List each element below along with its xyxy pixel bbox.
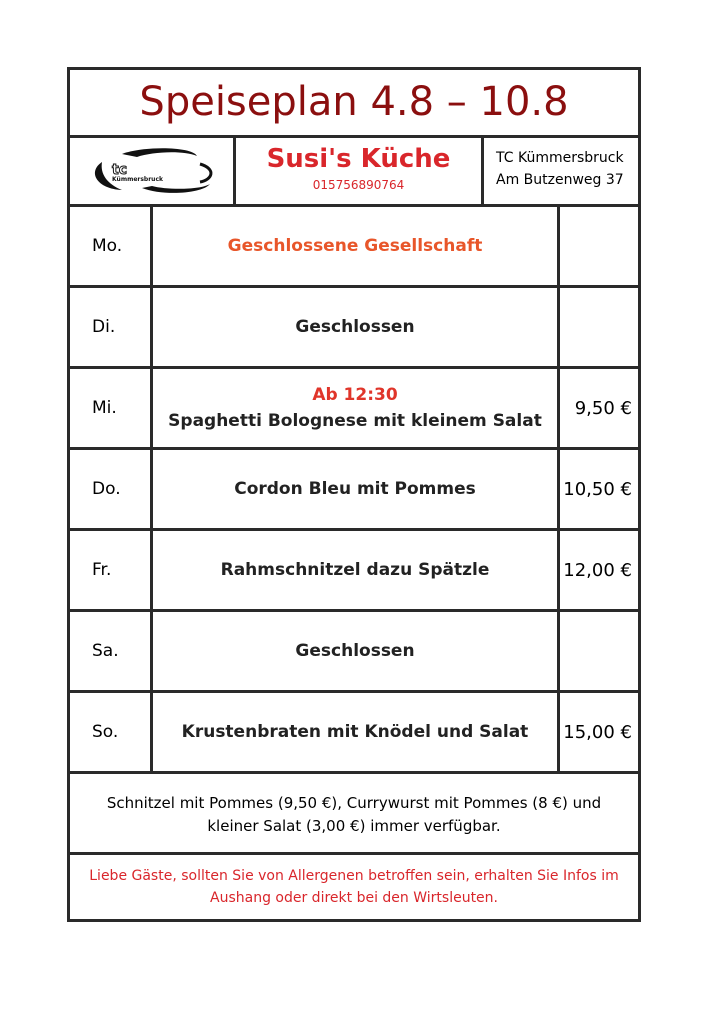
meal-text: Geschlossen [295, 317, 415, 337]
price: 9,50 € [574, 397, 632, 419]
meal-text: Rahmschnitzel dazu Spätzle [220, 560, 490, 580]
price [560, 288, 638, 366]
day-row-di [70, 288, 638, 369]
day-label: Sa. [70, 612, 153, 690]
meal-text: Spaghetti Bolognese mit kleinem Salat [168, 411, 542, 431]
header-row [70, 138, 638, 207]
meal [153, 693, 560, 771]
meal-note: Ab 12:30 [312, 385, 398, 405]
phone-number: 015756890764 [312, 178, 405, 192]
svg-text:tc: tc [111, 162, 127, 178]
day-label: So. [70, 693, 153, 771]
svg-text:Kümmersbruck: Kümmersbruck [111, 176, 163, 183]
day-row-mi [70, 369, 638, 450]
address-line2: Am Butzenweg 37 [496, 172, 624, 188]
price [560, 612, 638, 690]
club-logo [70, 138, 236, 204]
meal-text: Cordon Bleu mit Pommes [234, 479, 476, 499]
meal [153, 612, 560, 690]
meal [153, 531, 560, 609]
price: 10,50 € [563, 478, 632, 500]
page-title: Speiseplan 4.8 – 10.8 [70, 70, 638, 138]
day-row-fr [70, 531, 638, 612]
day-row-so [70, 693, 638, 774]
day-row-sa [70, 612, 638, 693]
meal-text: Geschlossen [295, 641, 415, 661]
always-available-note: Schnitzel mit Pommes (9,50 €), Currywurst mit Pommes (8 €) und kleiner Salat (3,00 €) immer verfügbar. [70, 774, 638, 855]
restaurant-info [236, 138, 484, 204]
allergy-note: Liebe Gäste, sollten Sie von Allergenen betroffen sein, erhalten Sie Infos im Aushang oder direkt bei den Wirtsleuten. [89, 868, 619, 906]
meal [153, 450, 560, 528]
address [484, 138, 638, 204]
day-label: Mi. [70, 369, 153, 447]
day-label: Di. [70, 288, 153, 366]
day-label: Mo. [70, 207, 153, 285]
meal [153, 207, 560, 285]
restaurant-name: Susi's Küche [266, 144, 451, 174]
address-line1: TC Kümmersbruck [496, 150, 624, 166]
price [560, 207, 638, 285]
meal-text: Geschlossene Gesellschaft [227, 236, 483, 256]
meal [153, 288, 560, 366]
logo-swirl-icon [82, 144, 222, 198]
day-row-mo [70, 207, 638, 288]
meal-text: Krustenbraten mit Knödel und Salat [181, 722, 529, 742]
day-label: Do. [70, 450, 153, 528]
meal [153, 369, 560, 447]
day-label: Fr. [70, 531, 153, 609]
menu-sheet [67, 67, 641, 922]
day-row-do [70, 450, 638, 531]
price: 15,00 € [563, 721, 632, 743]
price: 12,00 € [563, 559, 632, 581]
